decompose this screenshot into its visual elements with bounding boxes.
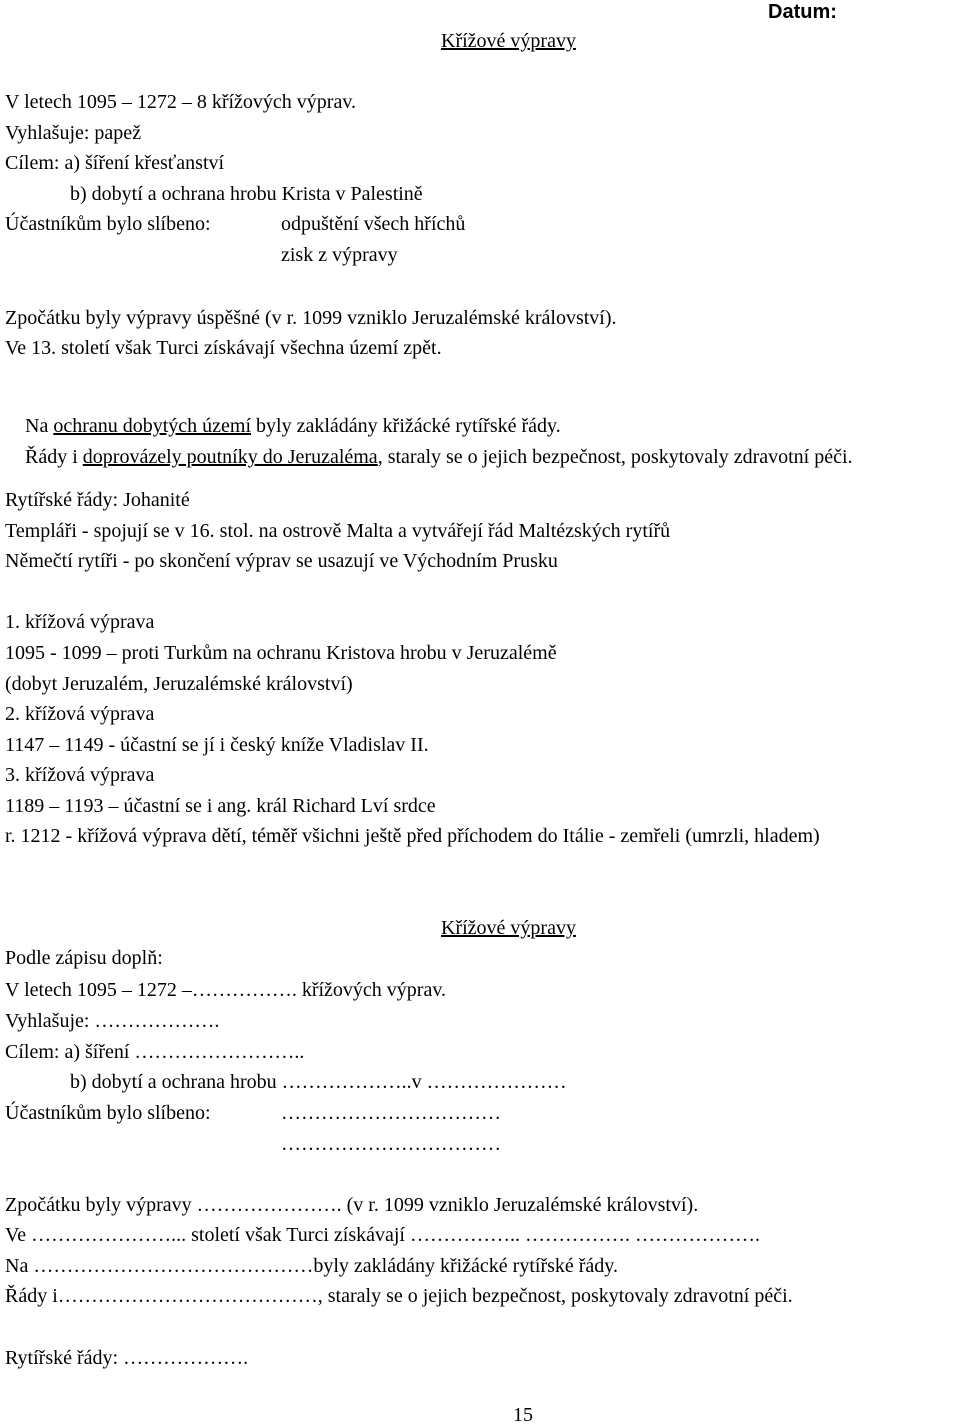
notes-line: (dobyt Jeruzalém, Jeruzalémské království) bbox=[5, 673, 353, 695]
worksheet-line: Zpočátku byly výpravy …………………. (v r. 1099 vzniklo Jeruzalémské království). bbox=[5, 1194, 699, 1216]
notes-line: Němečtí rytíři - po skončení výprav se usazují ve Východním Prusku bbox=[5, 550, 558, 572]
notes-line: 1189 – 1193 – účastní se i ang. král Richard Lví srdce bbox=[5, 795, 436, 817]
underlined-text: ochranu dobytých území bbox=[53, 415, 252, 437]
notes-line bbox=[5, 427, 853, 487]
notes-line: Templáři - spojují se v 16. stol. na ostrově Malta a vytvářejí řád Maltézských rytířů bbox=[5, 520, 671, 542]
worksheet-line: b) dobytí a ochrana hrobu ………………..v ………………… bbox=[70, 1071, 567, 1093]
notes-line: 3. křížová výprava bbox=[5, 764, 155, 786]
datum-label: Datum: bbox=[768, 1, 837, 23]
worksheet-line: Ve …………………... století však Turci získávají …………….. ……………. ………………. bbox=[5, 1224, 760, 1246]
worksheet-line: Cílem: a) šíření …………………….. bbox=[5, 1041, 305, 1063]
worksheet-line: Podle zápisu doplň: bbox=[5, 947, 163, 969]
notes-line: V letech 1095 – 1272 – 8 křížových výprav. bbox=[5, 91, 357, 113]
notes-line: r. 1212 - křížová výprava dětí, téměř všichni ještě před příchodem do Itálie - zemřeli (umrzli, hladem) bbox=[5, 825, 820, 847]
notes-line: Ve 13. století však Turci získávají všechna území zpět. bbox=[5, 337, 442, 359]
worksheet-title: Křížové výpravy bbox=[441, 917, 576, 939]
notes-line: Zpočátku byly výpravy úspěšné (v r. 1099 vzniklo Jeruzalémské království). bbox=[5, 307, 617, 329]
notes-line: Účastníkům bylo slíbeno: bbox=[5, 213, 211, 235]
text: byly zakládány křižácké rytířské řády. bbox=[251, 415, 561, 437]
notes-line: 2. křížová výprava bbox=[5, 703, 155, 725]
notes-line: 1147 – 1149 - účastní se jí i český kníže Vladislav II. bbox=[5, 734, 429, 756]
underlined-text: doprovázely poutníky do Jeruzaléma bbox=[82, 446, 378, 468]
notes-line: Cílem: a) šíření křesťanství bbox=[5, 152, 225, 174]
worksheet-line: Řády i…………………………………, staraly se o jejich bezpečnost, poskytovaly zdravotní péči. bbox=[5, 1285, 793, 1307]
worksheet-line: Na ……………………………………byly zakládány křižácké rytířské řády. bbox=[5, 1255, 618, 1277]
text: Řády i bbox=[25, 446, 83, 468]
notes-line: b) dobytí a ochrana hrobu Krista v Palestině bbox=[70, 183, 423, 205]
worksheet-blank: …………………………… bbox=[281, 1133, 501, 1155]
worksheet-line: Rytířské řády: ………………. bbox=[5, 1347, 249, 1369]
notes-line: Vyhlašuje: papež bbox=[5, 122, 142, 144]
worksheet-line: Vyhlašuje: ………………. bbox=[5, 1010, 220, 1032]
notes-line: Rytířské řády: Johanité bbox=[5, 489, 190, 511]
worksheet-line: V letech 1095 – 1272 –……………. křížových výprav. bbox=[5, 979, 447, 1001]
notes-line: 1. křížová výprava bbox=[5, 611, 155, 633]
notes-line: 1095 - 1099 – proti Turkům na ochranu Kristova hrobu v Jeruzalémě bbox=[5, 642, 557, 664]
worksheet-line: Účastníkům bylo slíbeno: bbox=[5, 1102, 211, 1124]
text: , staraly se o jejich bezpečnost, poskytovaly zdravotní péči. bbox=[377, 446, 853, 468]
text: Na bbox=[25, 415, 54, 437]
page-number: 15 bbox=[513, 1404, 533, 1426]
notes-line: zisk z výpravy bbox=[281, 244, 398, 266]
notes-line: odpuštění všech hříchů bbox=[281, 213, 466, 235]
worksheet-blank: …………………………… bbox=[281, 1102, 501, 1124]
page-title: Křížové výpravy bbox=[441, 30, 576, 52]
